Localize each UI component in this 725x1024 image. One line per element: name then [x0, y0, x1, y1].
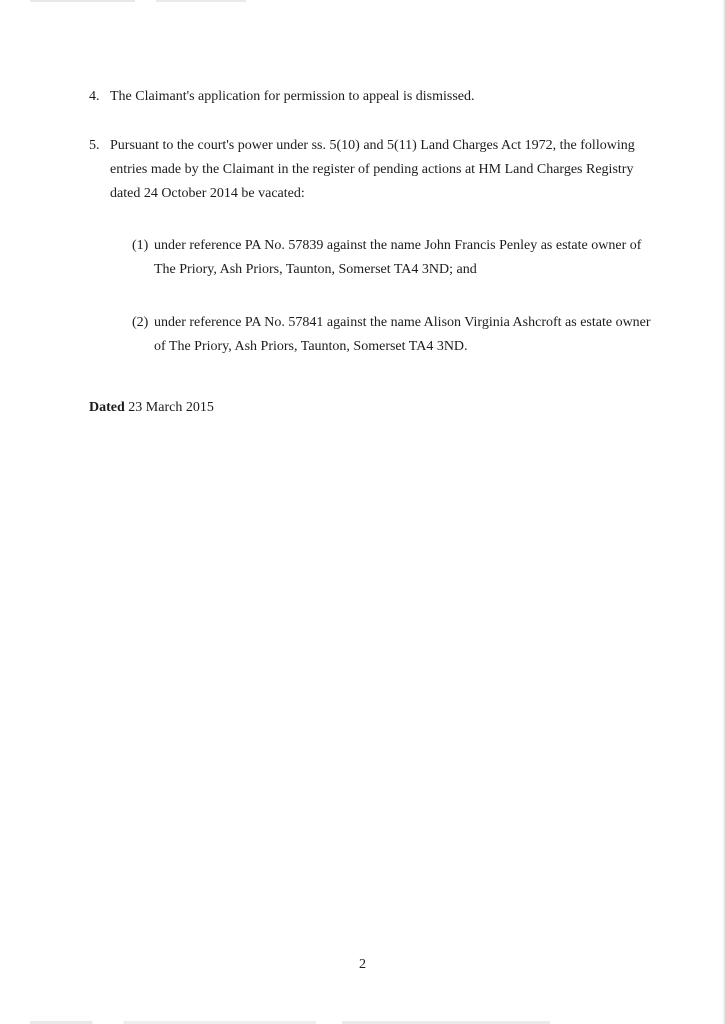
- order-item-4: [89, 85, 649, 109]
- dated-value: 23 March 2015: [128, 400, 214, 415]
- order-item-number: 4.: [89, 89, 100, 104]
- subitem-text: under reference PA No. 57841 against the name Alison Virginia Ashcroft as estate owner of The Priory, Ash Priors, Taunton, Somerset TA4 3ND.: [154, 315, 651, 354]
- order-item-5: [89, 134, 649, 206]
- order-subitem-2: [132, 311, 652, 359]
- order-subitem-1: [132, 234, 652, 282]
- dated-label: Dated: [89, 400, 125, 415]
- dated-line: [89, 396, 214, 420]
- subitem-number: (2): [132, 315, 149, 330]
- order-item-number: 5.: [89, 138, 100, 153]
- subitem-number: (1): [132, 238, 149, 253]
- order-item-text: The Claimant's application for permission to appeal is dismissed.: [110, 89, 475, 104]
- scan-artifact-top: [30, 0, 330, 2]
- subitem-text: under reference PA No. 57839 against the name John Francis Penley as estate owner of The Priory, Ash Priors, Taunton, Somerset TA4 3ND; and: [154, 238, 642, 277]
- page-number: 2: [359, 957, 366, 972]
- order-item-text: Pursuant to the court's power under ss. 5(10) and 5(11) Land Charges Act 1972, the following entries made by the Claimant in the register of pending actions at HM Land Charges Registry dated 24 October 2014 be vacated:: [110, 138, 635, 201]
